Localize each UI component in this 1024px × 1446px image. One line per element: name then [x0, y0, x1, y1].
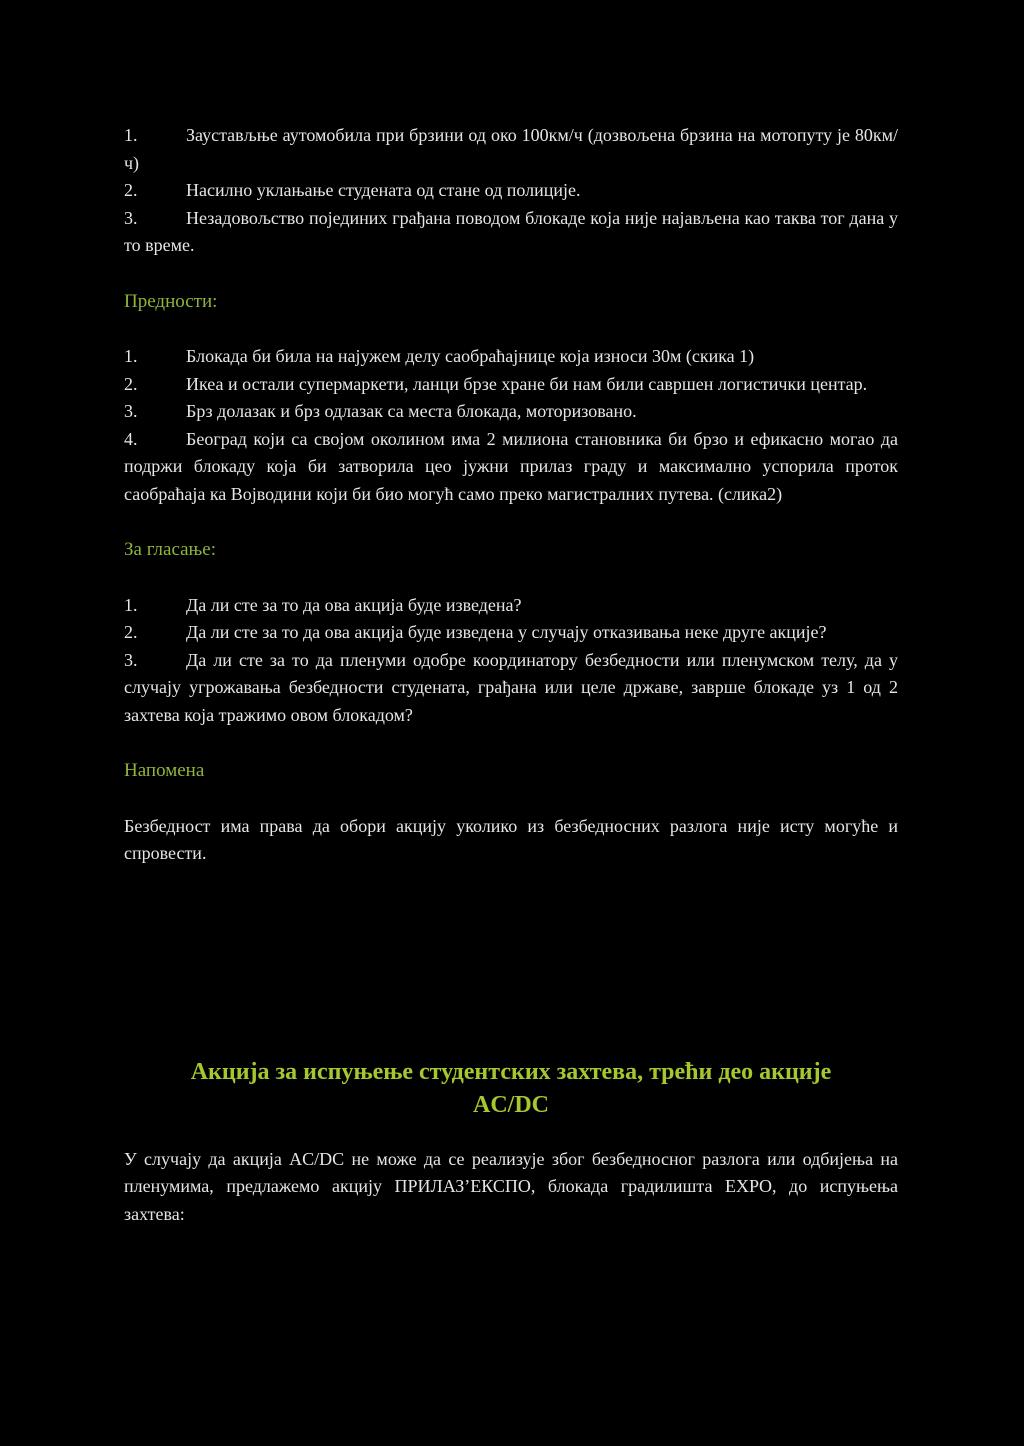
document-page	[124, 122, 898, 1228]
list-number: 2.	[124, 373, 138, 394]
note-paragraph: Безбедност има права да обори акцију уколико из безбедносних разлога није исту могуће и спровести.	[124, 815, 898, 863]
list-text: Икеа и остали супермаркети, ланци брзе хране би нам били савршен логистички центар.	[186, 373, 868, 394]
list-text: Да ли сте за то да ова акција буде изведена?	[186, 594, 522, 615]
note-heading: Напомена	[124, 760, 205, 781]
action-paragraph: У случају да акција AC/DC не може да се реализује због безбедносног разлога или одбијења на пленумима, предлажемо акцију ПРИЛАЗ’ЕКСПО, блокада градилишта EXPO, до испуњења захтева:	[124, 1148, 898, 1224]
voting-list	[124, 592, 898, 730]
list-item	[124, 398, 898, 426]
list-number: 3.	[124, 207, 138, 228]
action-title-line2: AC/DC	[473, 1091, 549, 1118]
action-title	[124, 1056, 898, 1122]
voting-heading: За гласање:	[124, 539, 216, 560]
list-number: 2.	[124, 622, 138, 642]
list-item	[124, 177, 898, 205]
action-title-line1: Акција за испуњење студентских захтева, трећи део акције	[190, 1058, 832, 1085]
list-item	[124, 343, 898, 371]
list-text: Блокада би била на најужем делу саобраћајнице која износи 30м (скика 1)	[186, 346, 755, 366]
list-number: 1.	[124, 125, 138, 145]
advantages-heading: Предности:	[124, 290, 218, 312]
list-number: 3.	[124, 649, 138, 670]
list-text: Насилно уклањање студената од стане од полиције.	[186, 180, 581, 200]
list-number: 2.	[124, 180, 138, 200]
list-text: Заустављње аутомобила при брзини од око 100км/ч (дозвољена брзина на мотопуту је 80км/ч)	[124, 125, 898, 173]
advantages-list	[124, 343, 898, 508]
list-item	[124, 122, 898, 177]
list-item	[124, 619, 898, 647]
list-number: 1.	[124, 346, 138, 366]
intro-list	[124, 122, 898, 260]
list-item	[124, 371, 898, 399]
list-number: 4.	[124, 428, 138, 449]
list-item	[124, 205, 898, 260]
list-text: Београд који са својом околином има 2 милиона становника би брзо и ефикасно могао да подржи блокаду која би затворила цео јужни прилаз граду и максимално успорила проток саобраћаја ка Војводини који би био могућ само преко магистралних путева. (слика2)	[124, 428, 898, 504]
list-item	[124, 647, 898, 730]
list-number: 3.	[124, 401, 138, 421]
list-number: 1.	[124, 594, 138, 615]
list-text: Брз долазак и брз одлазак са места блокада, моторизовано.	[186, 401, 637, 421]
list-item	[124, 592, 898, 620]
list-text: Незадовољство појединих грађана поводом блокаде која није најављена као таква тог дана у то време.	[124, 207, 898, 255]
list-text: Да ли сте за то да пленуми одобре координатору безбедности или пленумском телу, да у случају угрожавања безбедности студената, грађана или целе државе, заврше блокаде уз 1 од 2 захтева која тражимо овом блокадом?	[124, 649, 898, 725]
list-item	[124, 426, 898, 509]
list-text: Да ли сте за то да ова акција буде изведена у случају отказивања неке друге акције?	[186, 622, 827, 642]
